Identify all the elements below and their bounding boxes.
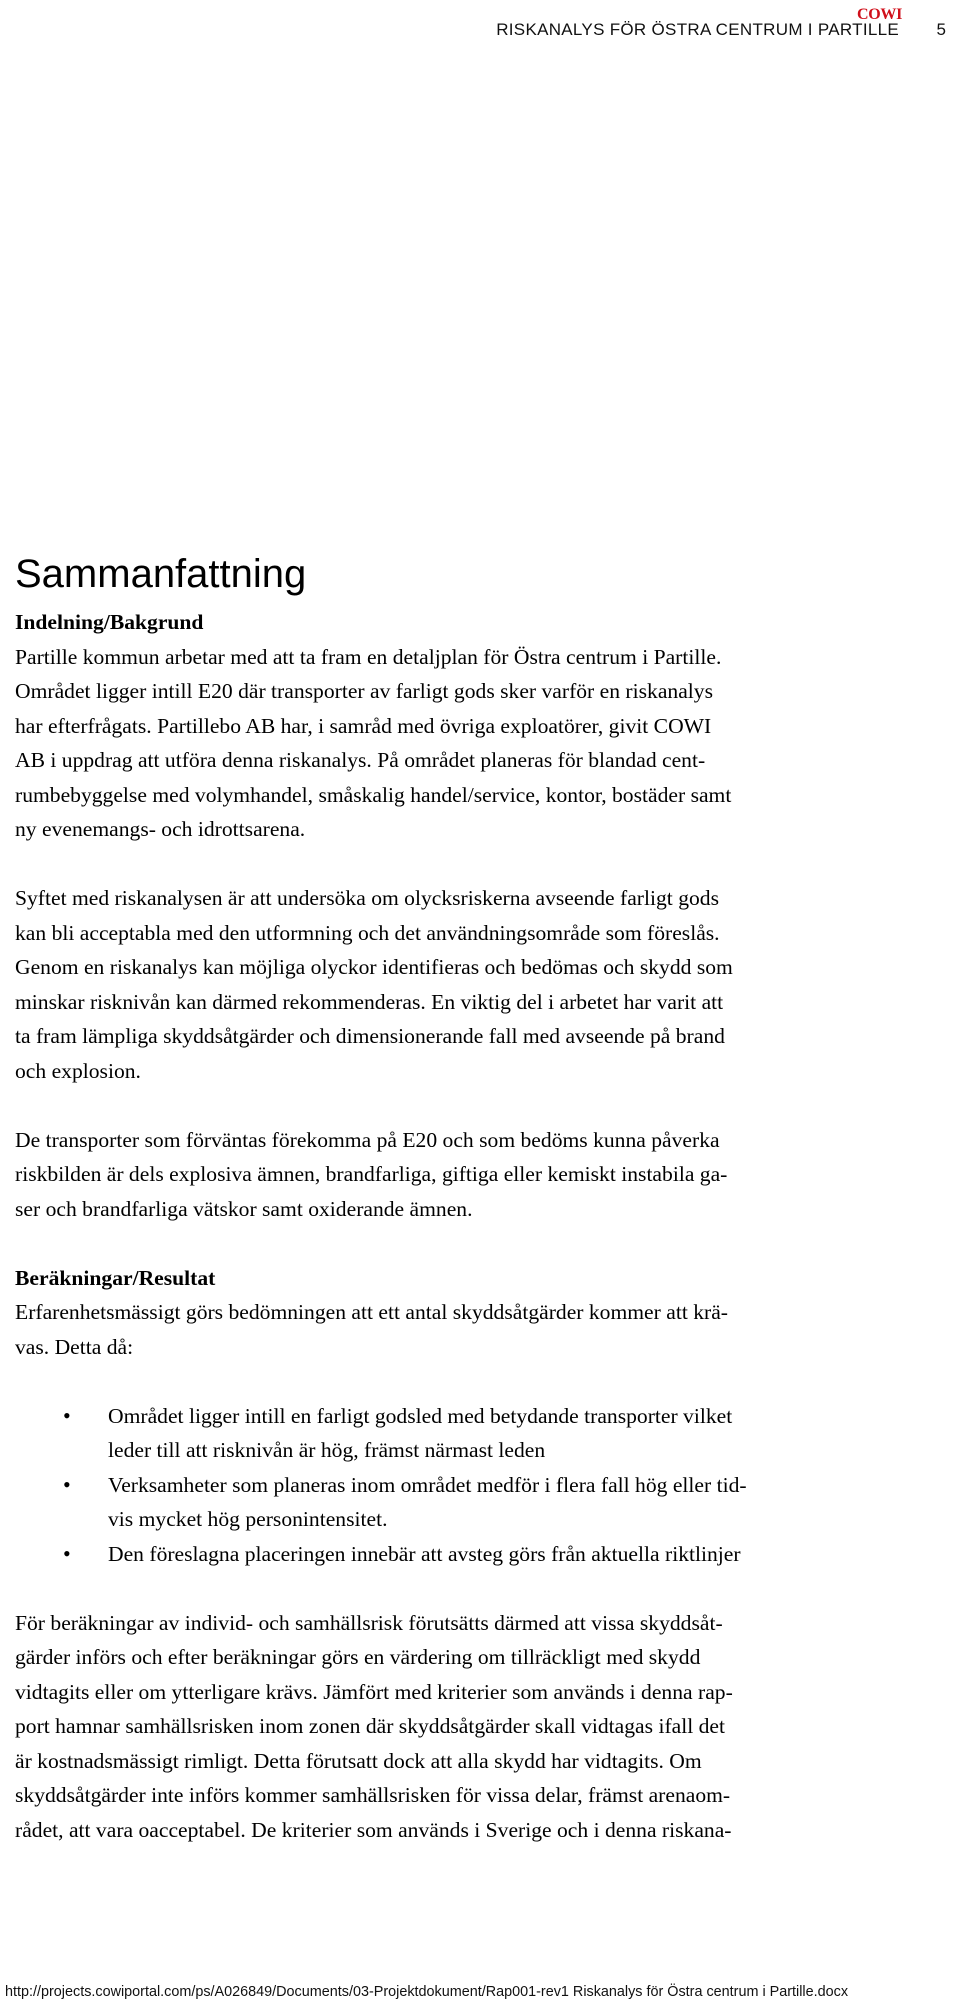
text-line: gärder införs och efter beräkningar görs en värdering om tillräckligt med skydd: [15, 1645, 701, 1669]
text-line: har efterfrågats. Partillebo AB har, i samråd med övriga exploatörer, givit COWI: [15, 713, 712, 738]
text-line: rådet, att vara oacceptabel. De kriterier som används i Sverige och i denna riskana-: [15, 1817, 732, 1842]
text-line: rumbebyggelse med volymhandel, småskalig handel/service, kontor, bostäder samt: [15, 782, 732, 807]
bullet-icon: •: [63, 1540, 71, 1566]
page-heading: Sammanfattning: [15, 552, 307, 596]
text-line: Partille kommun arbetar med att ta fram en detaljplan för Östra centrum i Partille.: [15, 644, 722, 669]
text-line: Syftet med riskanalysen är att undersöka om olycksriskerna avseende farligt gods: [15, 886, 719, 910]
bullet-icon: •: [63, 1471, 71, 1497]
text-line: port hamnar samhällsrisken inom zonen där skyddsåtgärder skall vidtagas ifall det: [15, 1714, 725, 1738]
text-line: ta fram lämpliga skyddsåtgärder och dimensionerande fall med avseende på brand: [15, 1024, 725, 1048]
text-line: Den föreslagna placeringen innebär att avsteg görs från aktuella riktlinjer: [108, 1541, 741, 1566]
text-line: leder till att risknivån är hög, främst närmast leden: [108, 1438, 546, 1462]
text-line: Erfarenhetsmässigt görs bedömningen att ett antal skyddsåtgärder kommer att krä-: [15, 1300, 728, 1324]
document-body: [15, 550, 945, 1882]
text-line: ser och brandfarliga vätskor samt oxiderande ämnen.: [15, 1196, 473, 1221]
text-line: och explosion.: [15, 1058, 141, 1083]
text-line: De transporter som förväntas förekomma på E20 och som bedöms kunna påverka: [15, 1127, 720, 1152]
text-line: Området ligger intill en farligt godsled med betydande transporter vilket: [108, 1403, 733, 1428]
text-line: Området ligger intill E20 där transporter av farligt gods sker varför en riskanalys: [15, 679, 713, 703]
cowi-logo: COWI: [856, 6, 902, 23]
list-item: [15, 1399, 945, 1468]
text-line: minskar risknivån kan därmed rekommenderas. En viktig del i arbetet har varit att: [15, 989, 724, 1014]
section-heading-resultat: Beräkningar/Resultat: [15, 1265, 216, 1290]
page-number: 5: [936, 20, 946, 39]
list-item: [15, 1468, 945, 1537]
list-item: [15, 1537, 945, 1572]
text-line: skyddsåtgärder inte införs kommer samhällsrisken för vissa delar, främst arenaom-: [15, 1783, 731, 1807]
text-line: För beräkningar av individ- och samhällsrisk förutsätts därmed att vissa skyddsåt-: [15, 1610, 723, 1635]
paragraph-bakgrund-3: [15, 1123, 945, 1227]
text-line: Genom en riskanalys kan möjliga olyckor identifieras och bedömas och skydd som: [15, 955, 733, 979]
paragraph-bakgrund-1: [15, 640, 945, 847]
text-line: vis mycket hög personintensitet.: [108, 1507, 388, 1531]
text-line: ny evenemangs- och idrottsarena.: [15, 817, 306, 841]
section-heading-bakgrund: Indelning/Bakgrund: [15, 610, 204, 634]
paragraph-bakgrund-2: [15, 881, 945, 1088]
paragraph-resultat-2: [15, 1606, 945, 1848]
page-header: [0, 6, 960, 50]
text-line: är kostnadsmässigt rimligt. Detta förutsatt dock att alla skydd har vidtagits. Om: [15, 1748, 702, 1773]
text-line: vidtagits eller om ytterligare krävs. Jämfört med kriterier som används i denna rap-: [15, 1679, 733, 1704]
bullet-list: [15, 1399, 945, 1572]
text-line: Verksamheter som planeras inom området medför i flera fall hög eller tid-: [108, 1472, 747, 1497]
text-line: AB i uppdrag att utföra denna riskanalys. På området planeras för blandad cent-: [15, 748, 706, 772]
text-line: riskbilden är dels explosiva ämnen, brandfarliga, giftiga eller kemiskt instabila ga-: [15, 1162, 728, 1186]
header-title: RISKANALYS FÖR ÖSTRA CENTRUM I PARTILLE: [496, 20, 899, 39]
paragraph-resultat-1: [15, 1295, 945, 1364]
text-line: vas. Detta då:: [15, 1334, 134, 1359]
bullet-icon: •: [63, 1402, 71, 1428]
footer-document-path: http://projects.cowiportal.com/ps/A026849/Documents/03-Projektdokument/Rap001-rev1 Riskanalys för Östra centrum i Partille.docx: [5, 1984, 849, 2000]
text-line: kan bli acceptabla med den utformning och det användningsområde som föreslås.: [15, 920, 720, 945]
